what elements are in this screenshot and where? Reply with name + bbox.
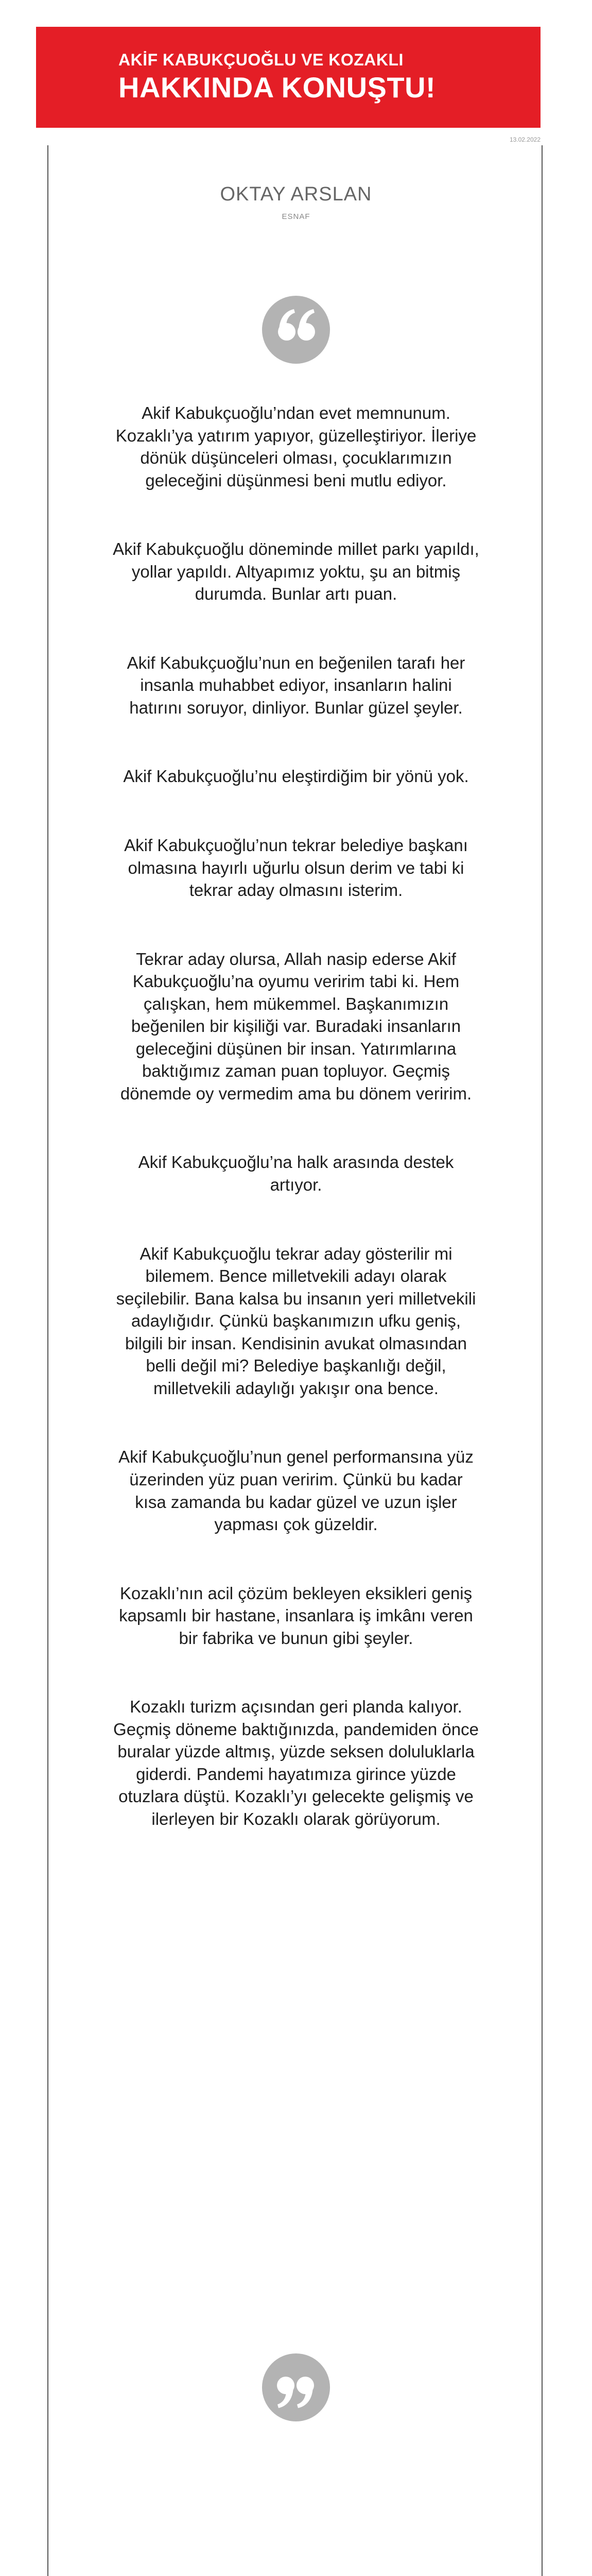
- answer-paragraph: Akif Kabukçuoğlu’na halk arasında destek artıyor.: [138, 1153, 454, 1195]
- right-border-line: [542, 145, 543, 2576]
- header-line-1: AKİF KABUKÇUOĞLU VE KOZAKLI: [118, 50, 404, 69]
- person-role: ESNAF: [282, 212, 310, 221]
- header-line-2: HAKKINDA KONUŞTU!: [118, 71, 436, 104]
- answer-paragraph: Kozaklı’nın acil çözüm bekleyen eksikleri geniş kapsamlı bir hastane, insanlara iş imkânı veren bir fabrika ve bunun gibi şeyler.: [119, 1583, 473, 1648]
- answer-paragraph: Akif Kabukçuoğlu tekrar aday gösterilir mi bilemem. Bence milletvekili adayı olarak seçilebilir. Bana kalsa bu insanın yeri milletvekili adaylığıdır. Çünkü başkanımızın ufku geniş, bilgili bir insan. Kendisinin avukat olmasından belli değil mi? Belediye başkanlığı değil, milletvekili adaylığı yakışır ona bence.: [116, 1244, 476, 1398]
- close-quote-icon: [262, 2353, 330, 2421]
- interview-answers: [112, 402, 480, 1877]
- left-border-line: [47, 145, 48, 2576]
- answer-paragraph: Akif Kabukçuoğlu’ndan evet memnunum. Kozaklı’ya yatırım yapıyor, güzelleştiriyor. İleriye dönük düşünceleri olması, çocuklarımızın geleceğini düşünmesi beni mutlu ediyor.: [115, 403, 477, 490]
- answer-paragraph: Kozaklı turizm açısından geri planda kalıyor. Geçmiş döneme baktığınızda, pandemiden önce buralar yüzde altmış, yüzde seksen doluluklarla giderdi. Pandemi hayatımıza girince yüzde otuzlara düştü. Kozaklı’yı gelecekte gelişmiş ve ilerleyen bir Kozaklı olarak görüyorum.: [113, 1697, 479, 1828]
- answer-paragraph: Akif Kabukçuoğlu’nun tekrar belediye başkanı olmasına hayırlı uğurlu olsun derim ve tabi ki tekrar aday olmasını isterim.: [124, 836, 468, 900]
- header-banner: [36, 27, 541, 128]
- publish-date: 13.02.2022: [509, 136, 541, 143]
- answer-paragraph: Akif Kabukçuoğlu’nu eleştirdiğim bir yönü yok.: [123, 767, 469, 786]
- person-name: OKTAY ARSLAN: [220, 183, 372, 205]
- open-quote-icon: [262, 296, 330, 364]
- answer-paragraph: Akif Kabukçuoğlu’nun en beğenilen tarafı her insanla muhabbet ediyor, insanların halini hatırını soruyor, dinliyor. Bunlar güzel şeyler.: [127, 653, 465, 717]
- answer-paragraph: Tekrar aday olursa, Allah nasip ederse Akif Kabukçuoğlu’na oyumu veririm tabi ki. Hem çalışkan, hem mükemmel. Başkanımızın beğenilen bir kişiliği var. Buradaki insanların geleceğini düşünen bir insan. Yatırımlarına baktığımız zaman puan topluyor. Geçmiş dönemde oy vermedim ama bu dönem veririm.: [120, 949, 472, 1103]
- answer-paragraph: Akif Kabukçuoğlu’nun genel performansına yüz üzerinden yüz puan veririm. Çünkü bu kadar kısa zamanda bu kadar güzel ve uzun işler yapması çok güzeldir.: [118, 1447, 474, 1534]
- answer-paragraph: Akif Kabukçuoğlu döneminde millet parkı yapıldı, yollar yapıldı. Altyapımız yoktu, şu an bitmiş durumda. Bunlar artı puan.: [113, 539, 479, 604]
